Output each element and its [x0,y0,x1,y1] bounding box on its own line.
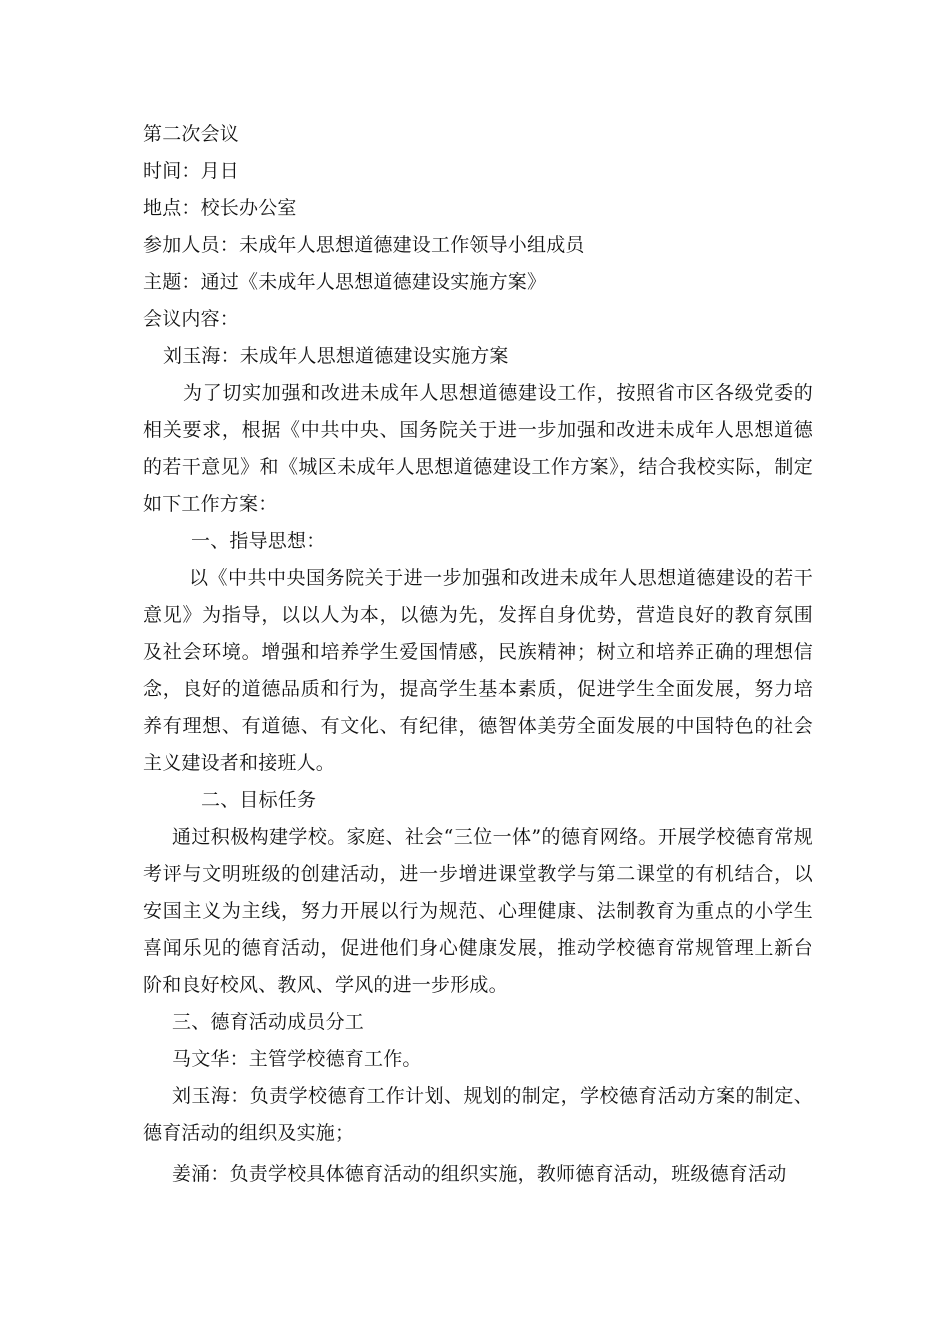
meeting-content-label: 会议内容： [143,308,240,330]
meeting-topic: 主题：通过《未成年人思想道德建设实施方案》 [143,271,547,293]
section2-paragraph: 通过积极构建学校。家庭、社会“三位一体”的德育网络。开展学校德育常规考评与文明班级的创建活动，进一步增进课堂教学与第二课堂的有机结合，以安国主义为主线，努力开展以行为规范、心理健康、法制教育为重点的小学生喜闻乐见的德育活动，促进他们身心健康发展，推动学校德育常规管理上新台阶和良好校风、教风、学风的进一步形成。 [143,826,813,996]
meeting-attendees: 参加人员：未成年人思想道德建设工作领导小组成员 [143,234,585,256]
section3-heading: 三、德育活动成员分工 [172,1011,365,1033]
intro-paragraph: 为了切实加强和改进未成年人思想道德建设工作，按照省市区各级党委的相关要求，根据《中共中央、国务院关于进一步加强和改进未成年人思想道德的若干意见》和《城区未成年人思想道德建设工作方案》，结合我校实际，制定如下工作方案： [143,382,813,515]
meeting-time: 时间：月日 [143,160,240,182]
section3-item-jiang: 姜涌：负责学校具体德育活动的组织实施，教师德育活动，班级德育活动 [172,1163,787,1185]
section1-heading: 一、指导思想： [191,530,326,552]
meeting-location: 地点：校长办公室 [143,197,297,219]
speaker-intro: 刘玉海：未成年人思想道德建设实施方案 [163,345,509,367]
section1-paragraph: 以《中共中央国务院关于进一步加强和改进未成年人思想道德建设的若干意见》为指导，以以人为本，以德为先，发挥自身优势，营造良好的教育氛围及社会环境。增强和培养学生爱国情感，民族精神；树立和培养正确的理想信念，良好的道德品质和行为，提高学生基本素质，促进学生全面发展，努力培养有理想、有道德、有文化、有纪律，德智体美劳全面发展的中国特色的社会主义建设者和接班人。 [143,567,813,774]
section3-item-ma: 马文华：主管学校德育工作。 [172,1048,422,1070]
document-body [143,116,813,1193]
meeting-title: 第二次会议 [143,123,240,145]
section2-heading: 二、目标任务 [201,789,317,811]
section3-item-liu: 刘玉海：负责学校德育工作计划、规划的制定，学校德育活动方案的制定、德育活动的组织及实施； [143,1085,813,1144]
